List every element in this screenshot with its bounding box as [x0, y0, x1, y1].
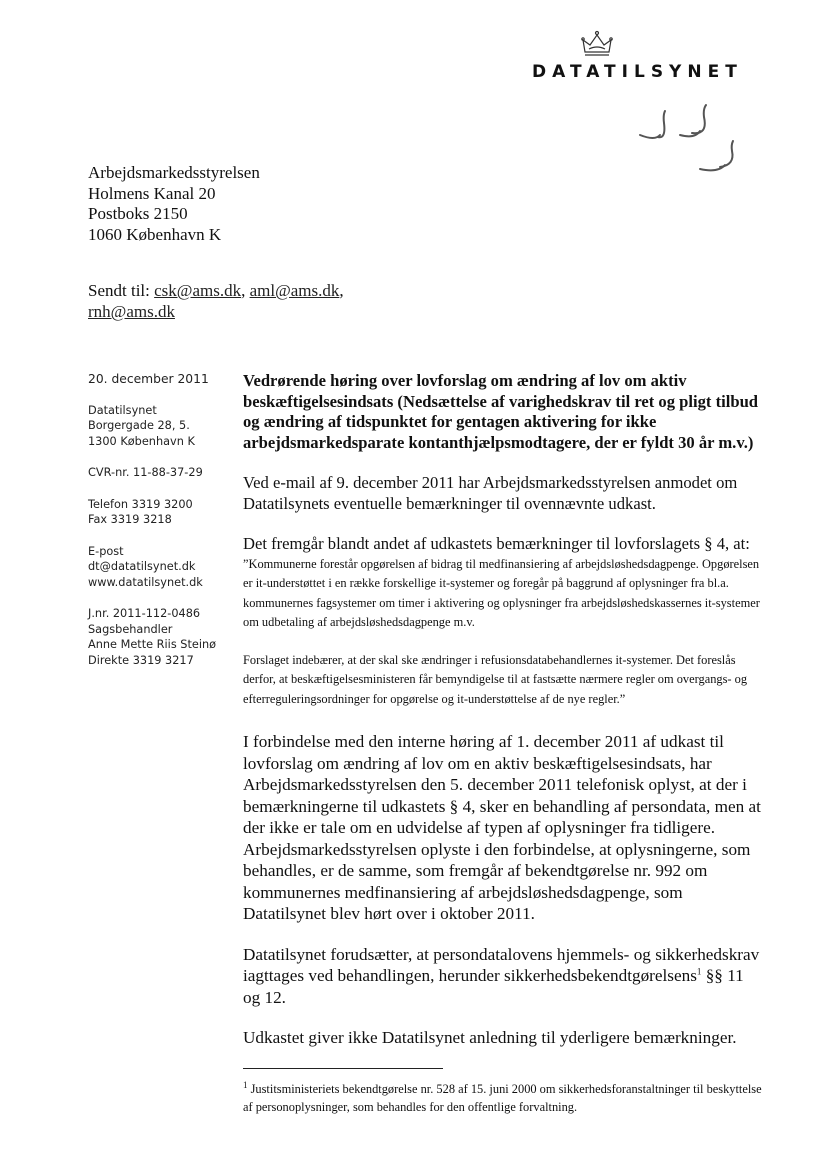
sent-to-label: Sendt til: — [88, 281, 150, 300]
email-link[interactable]: csk@ams.dk — [154, 281, 242, 300]
paragraph: Det fremgår blandt andet af udkastets bemærkninger til lovforslagets § 4, at: — [243, 534, 750, 553]
crown-icon — [578, 30, 616, 60]
address-line: Arbejdsmarkedsstyrelsen — [88, 163, 260, 182]
separator: , — [241, 281, 246, 300]
sender-line: Borgergade 28, 5. — [88, 419, 190, 432]
sent-to — [88, 280, 388, 322]
cvr-text: CVR-nr. 11-88-37-29 — [88, 466, 203, 479]
paragraph-text: §§ 11 og 12. — [243, 966, 744, 1007]
phone-block — [88, 497, 238, 528]
case-handler-label: Sagsbehandler — [88, 622, 173, 636]
footnote — [243, 1080, 768, 1116]
separator: , — [339, 281, 344, 300]
paragraph: Ved e-mail af 9. december 2011 har Arbejdsmarkedsstyrelsen anmodet om Datatilsynets eventuelle bemærkninger til ovennævnte udkast. — [243, 473, 738, 513]
paragraph: Udkastet giver ikke Datatilsynet anledning til yderligere bemærkninger. — [243, 1028, 737, 1047]
email-link[interactable]: rnh@ams.dk — [88, 302, 175, 321]
letter-subject: Vedrørende høring over lovforslag om ændring af lov om aktiv beskæftigelsesindsats (Nedsættelse af varighedskrav til ret og pligt tilbud og ændring af tidspunktet for gentagen aktivering for ikke arbejdsmarkedsparate kontanthjælpsmodtagere, der er fyldt 30 år m.v.) — [243, 371, 759, 452]
case-handler-phone: Direkte 3319 3217 — [88, 653, 194, 667]
case-number: J.nr. 2011-112-0486 — [88, 607, 201, 620]
footnote-text: Justitsministeriets bekendtgørelse nr. 528 af 15. juni 2000 om sikkerhedsforanstaltninger til beskyttelse af personoplysninger, som behandles for den offentlige forvaltning. — [243, 1082, 762, 1114]
email-link[interactable]: aml@ams.dk — [249, 281, 340, 300]
recipient-address — [88, 163, 260, 245]
address-line: Holmens Kanal 20 — [88, 183, 216, 203]
contact-website[interactable]: www.datatilsynet.dk — [88, 575, 203, 589]
letter-date: 20. december 2011 — [88, 372, 209, 386]
sender-address — [88, 403, 238, 450]
footnote-ref: 1 — [696, 966, 702, 977]
cvr-number — [88, 465, 238, 481]
contact-label: E-post — [88, 544, 124, 558]
contact-block — [88, 544, 238, 591]
sender-sidebar — [88, 372, 238, 684]
case-handler-name: Anne Mette Riis Steinø — [88, 638, 217, 651]
quote: ”Kommunerne forestår opgørelsen af bidrag til medfinansiering af arbejdsløshedsdagpenge. Opgørelsen er it-understøttet i en række forskellige it-systemer og foregår på baggrund af oplysninger fra bl.a. kommunernes fagsystemer om timer i aktivering og oplysninger fra arbejdsløshedskassernes it-systemer om udbetaling af arbejdsløshedsdagpenge m.v. — [243, 556, 760, 629]
sender-line: Datatilsynet — [88, 403, 157, 417]
letter-body — [243, 371, 765, 1068]
logo-wordmark: DATATILSYNET — [532, 62, 743, 82]
paragraph — [243, 944, 765, 1009]
footnote-mark: 1 — [243, 1079, 248, 1090]
footnote-divider — [243, 1068, 443, 1069]
sender-line: 1300 København K — [88, 434, 195, 448]
paragraph: I forbindelse med den interne høring af 1. december 2011 af udkast til lovforslag om ændring af lov om en aktiv beskæftigelsesindsats, har Arbejdsmarkedsstyrelsen den 5. december 2011 telefonisk oplyst, at der i bemærkningerne til udkastets § 4, sker en behandling af persondata, men at der ikke er tale om en udvidelse af typen af oplysninger fra tidligere. Arbejdsmarkedsstyrelsen oplyste i den forbindelse, at oplysningerne, som behandles, er de samme, som fremgår af bekendtgørelse nr. 992 om kommunernes medfinansiering af arbejdsløshedsdagpenge, som Datatilsynet blev hørt over i oktober 2011. — [243, 732, 761, 923]
case-block — [88, 606, 238, 668]
handwritten-signature — [600, 95, 750, 185]
address-line: 1060 København K — [88, 224, 222, 244]
fax-line: Fax 3319 3218 — [88, 513, 172, 526]
contact-email[interactable]: dt@datatilsynet.dk — [88, 560, 196, 573]
quote: Forslaget indebærer, at der skal ske ændringer i refusionsdatabehandlernes it-systemer. Det foreslås derfor, at beskæftigelsesministeren får bemyndigelse til at fastsætte nærmere regler om overgangs- og efterreguleringsordninger for opgørelse og it-understøttelse af de nye regler.” — [243, 652, 748, 706]
phone-line: Telefon 3319 3200 — [88, 497, 193, 511]
paragraph-text: Datatilsynet forudsætter, at persondatalovens hjemmels- og sikkerhedskrav iagttages ved behandlingen, herunder sikkerhedsbekendtgørelsens — [243, 944, 760, 985]
address-line: Postboks 2150 — [88, 204, 188, 223]
